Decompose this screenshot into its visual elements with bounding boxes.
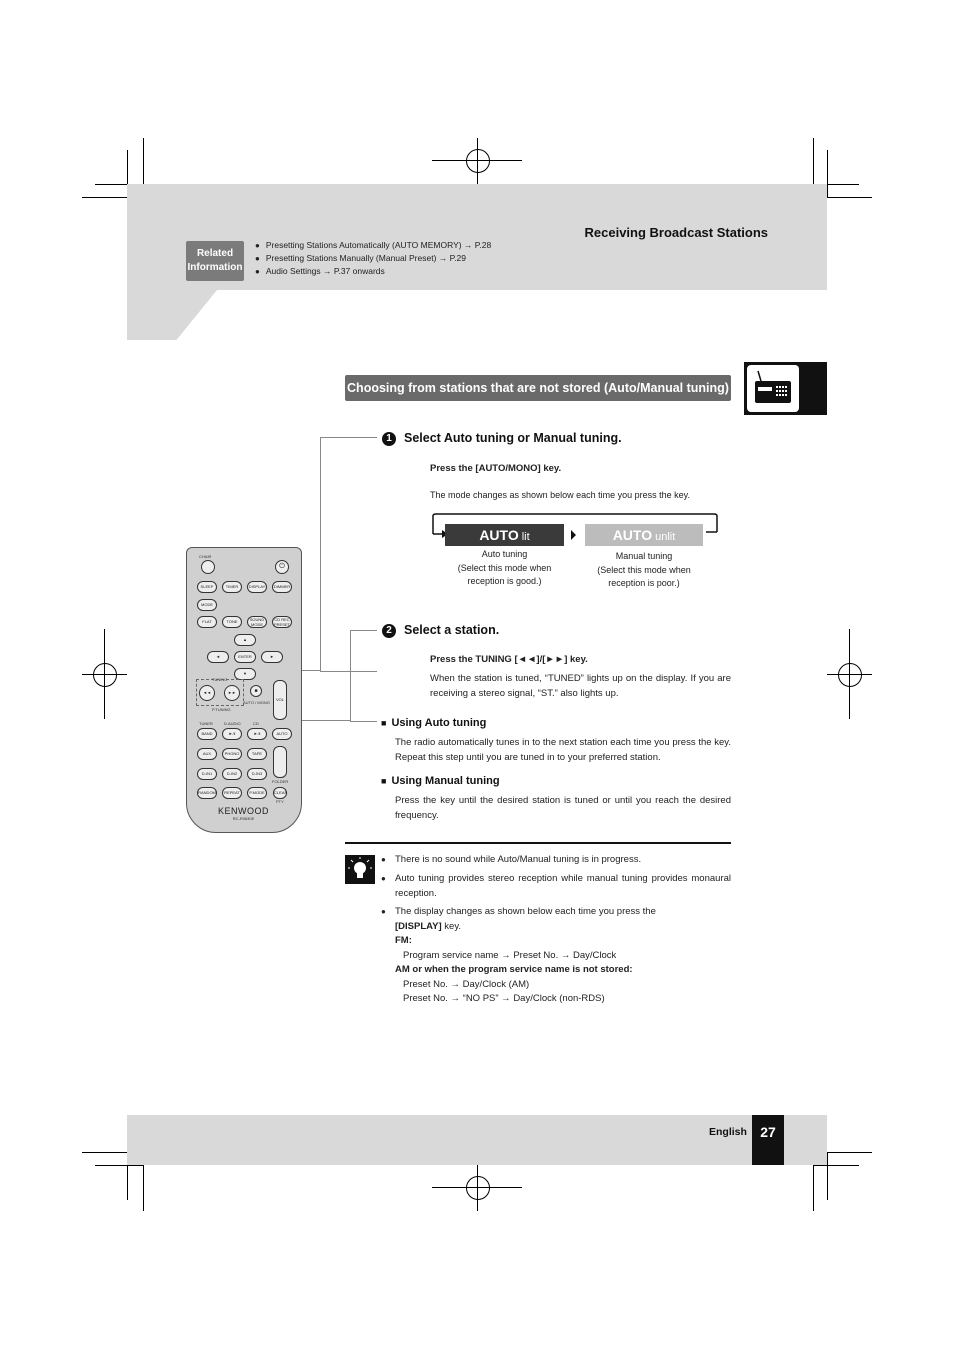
note-item: ● Auto tuning provides stereo reception while manual tuning provides monaural reception. — [381, 873, 731, 899]
header-tab — [127, 290, 217, 340]
step2-instruction: Press the TUNING [◄◄]/[►►] key. — [430, 654, 588, 665]
am-sequence: Preset No. → Day/Clock (AM) — [403, 978, 530, 990]
note-text: key. — [441, 920, 461, 932]
related-label-line1: Related — [196, 248, 234, 259]
instruction-prefix: Press the — [430, 463, 476, 474]
note-text: Auto tuning provides stereo reception while manual tuning provides monaural reception. — [395, 873, 731, 899]
remote-button: AUTO — [272, 728, 292, 740]
tuning-keys-highlight — [196, 679, 244, 706]
crop-mark — [813, 138, 814, 184]
mode-label: AUTO — [612, 527, 653, 543]
manual-tuning-text: Press the key until the desired station is tuned or until you reach the desired frequency. — [395, 795, 731, 821]
note-item: ● There is no sound while Auto/Manual tuning is in progress. — [381, 854, 642, 865]
registration-line — [477, 138, 478, 184]
auto-tuning-heading: ■ Using Auto tuning — [381, 717, 486, 729]
related-item[interactable]: ● Audio Settings → P.37 onwards — [255, 265, 491, 278]
remote-button: RANDOM — [197, 787, 217, 799]
remote-button: CLEAR — [273, 787, 287, 799]
remote-label: TUNING — [212, 677, 228, 682]
mode-auto-unlit — [585, 524, 703, 546]
remote-button: SOUND MODE — [247, 616, 267, 628]
crop-mark — [827, 150, 828, 198]
remote-button: DISPLAY — [247, 581, 267, 593]
remote-button: TIMER — [222, 581, 242, 593]
remote-button: VOL — [273, 680, 287, 720]
down-arrow-icon: ▼ — [234, 668, 256, 680]
instruction-suffix: key. — [540, 463, 562, 474]
display-key: [DISPLAY] — [395, 920, 442, 932]
note-text: The display changes as shown below each time you press the — [395, 906, 656, 917]
registration-mark — [466, 149, 490, 173]
step2-description: When the station is tuned, “TUNED” lights up on the display. If you are receiving a stereo signal, “ST.” also lights up. — [430, 673, 731, 699]
remote-button: BAND — [197, 728, 217, 740]
registration-line — [477, 1165, 478, 1211]
caption-line: (Select this mode when — [597, 564, 691, 575]
folder-rocker — [273, 746, 287, 778]
remote-button: SLEEP — [197, 581, 217, 593]
remote-button — [201, 560, 215, 574]
remote-button: FLAT — [197, 616, 217, 628]
crop-mark — [827, 1152, 872, 1153]
registration-mark — [93, 663, 117, 687]
remote-button: D-IN2 — [222, 768, 242, 780]
remote-button: CD REC PRESET — [273, 617, 290, 627]
step2-title: Select a station. — [404, 623, 500, 637]
remote-button: ENTER — [234, 651, 256, 663]
footer-band — [127, 1115, 827, 1165]
remote-label: PTY — [276, 799, 284, 804]
remote-label: FOLDER — [272, 779, 289, 784]
remote-label: CD — [253, 721, 259, 726]
lightbulb-icon — [345, 855, 375, 884]
chapter-tab — [744, 362, 827, 415]
mode-auto-lit — [445, 524, 564, 546]
right-arrow-icon: ► — [261, 651, 283, 663]
language-label: English — [709, 1126, 747, 1138]
related-information-label — [186, 241, 244, 281]
caption-line: reception is good.) — [467, 576, 542, 586]
am-sequence: Preset No. → “NO PS” → Day/Clock (non-RDS) — [403, 993, 605, 1004]
play-pause-icon: ►/‖ — [222, 728, 242, 740]
page-number: 27 — [752, 1115, 784, 1165]
remote-button: PHONO — [222, 748, 242, 760]
tuning-down-icon: ◄◄ — [199, 685, 215, 701]
notes-divider — [345, 842, 731, 844]
topic-title: Choosing from stations that are not stored (Auto/Manual tuning) — [345, 375, 731, 401]
crop-mark — [143, 1165, 144, 1211]
related-label-line2: Information — [187, 262, 243, 273]
crop-mark — [827, 197, 872, 198]
registration-line — [849, 629, 850, 719]
mode-state: lit — [521, 531, 530, 543]
tuning-up-icon: ►► — [224, 685, 240, 701]
fm-label: FM: — [395, 935, 412, 946]
step1-description: The mode changes as shown below each time you press the key. — [430, 490, 690, 500]
caption-line: reception is poor.) — [608, 578, 680, 588]
remote-button: AUX — [197, 748, 217, 760]
remote-label: CHAIR — [199, 554, 212, 559]
related-item[interactable]: ● Presetting Stations Automatically (AUTO MEMORY) → P.28 — [255, 239, 491, 252]
up-arrow-icon: ▲ — [234, 634, 256, 646]
section-title: Receiving Broadcast Stations — [584, 225, 768, 240]
fm-sequence: Program service name → Preset No. → Day/Clock — [403, 949, 617, 961]
crop-mark — [813, 1165, 814, 1211]
step-number: 2 — [382, 624, 396, 638]
left-arrow-icon: ◄ — [207, 651, 229, 663]
auto-tuning-text: The radio automatically tunes in to the next station each time you press the key. Repeat this step until you are tuned in to your preferred station. — [395, 737, 731, 763]
remote-button: D-IN3 — [247, 768, 267, 780]
remote-button: REPEAT — [222, 787, 242, 799]
radio-icon — [747, 365, 799, 412]
remote-label: P.TUNING — [212, 707, 231, 712]
stop-icon: ■ — [250, 685, 262, 697]
leader-line-step2 — [350, 630, 377, 722]
play-pause-icon: ►/‖ — [247, 728, 267, 740]
am-label: AM or when the program service name is not stored: — [395, 964, 633, 975]
step1-title: Select Auto tuning or Manual tuning. — [404, 431, 622, 445]
crop-mark — [814, 1165, 859, 1166]
manual-tuning-heading: ■ Using Manual tuning — [381, 775, 500, 787]
crop-mark — [82, 197, 127, 198]
caption-line: (Select this mode when — [457, 562, 552, 573]
mode-caption-auto — [445, 548, 564, 589]
note-item: ● The display changes as shown below each time you press the [DISPLAY] key. FM: Program service name → Preset No. → Day/Clock AM or when the program service name is not stored: Preset No. → Day/Clock (AM) Preset No. → “NO PS” → Day/Clock (non-RDS) — [381, 906, 656, 1004]
caption-title: Manual tuning — [615, 551, 673, 561]
remote-button: TONE — [222, 616, 242, 628]
remote-label: D.AUDIO — [224, 721, 241, 726]
remote-button: TAPE — [247, 748, 267, 760]
mode-state: unlit — [655, 531, 676, 543]
step-number: 1 — [382, 432, 396, 446]
remote-button: P.MODE — [247, 787, 267, 799]
model-number: RC-R0830E — [232, 816, 255, 821]
crop-mark — [82, 1152, 127, 1153]
note-text: There is no sound while Auto/Manual tuning is in progress. — [395, 854, 642, 865]
related-list — [255, 239, 491, 278]
brand-logo: KENWOOD — [217, 806, 269, 816]
related-item[interactable]: ● Presetting Stations Manually (Manual Preset) → P.29 — [255, 252, 491, 265]
remote-label: AUTO / MONO — [243, 700, 270, 705]
crop-mark — [95, 1165, 143, 1166]
power-icon: ⏻ — [275, 560, 289, 574]
registration-line — [104, 629, 105, 719]
caption-title: Auto tuning — [481, 549, 528, 559]
registration-mark — [466, 1176, 490, 1200]
auto-mono-key: [AUTO/MONO] — [475, 463, 541, 474]
remote-button: MODE — [197, 599, 217, 611]
crop-mark — [143, 138, 144, 184]
step1-instruction — [430, 461, 561, 476]
crop-mark — [827, 1152, 828, 1200]
mode-label: AUTO — [479, 527, 519, 543]
mode-caption-manual — [585, 550, 703, 591]
remote-label: TUNER — [199, 721, 213, 726]
registration-mark — [838, 663, 862, 687]
notes-list — [381, 853, 731, 1013]
remote-button: DIMMER — [272, 581, 292, 593]
remote-button: D-IN1 — [197, 768, 217, 780]
